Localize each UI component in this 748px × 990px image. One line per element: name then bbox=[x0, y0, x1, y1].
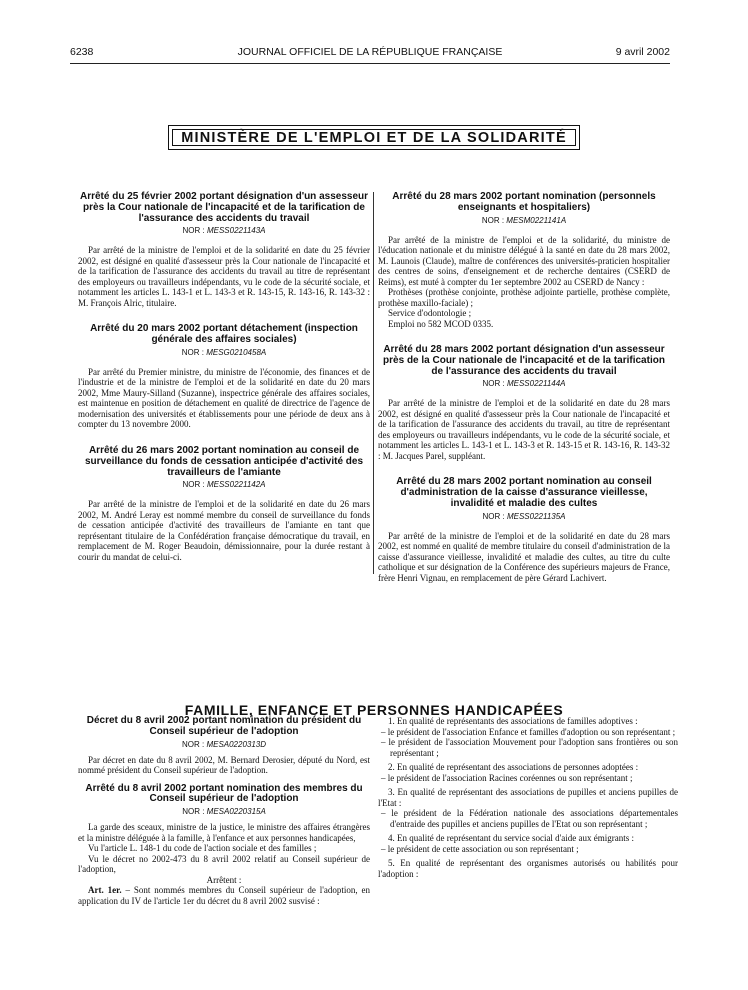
decree-title: Arrêté du 28 mars 2002 portant nomination (personnels enseignants et hospitaliers) bbox=[392, 191, 656, 213]
right-column bbox=[378, 192, 670, 582]
list-item: – le président de l'association Racines coréennes ou son représentant ; bbox=[381, 772, 633, 783]
left-column bbox=[78, 192, 370, 582]
nor-reference: NOR : MESS0221142A bbox=[182, 480, 266, 490]
page-header bbox=[70, 46, 670, 60]
decree-block bbox=[78, 784, 370, 907]
family-left-column bbox=[78, 716, 370, 956]
family-right-column bbox=[378, 716, 678, 956]
decree-title: Arrêté du 8 avril 2002 portant nomination des membres du Conseil supérieur de l'adoption bbox=[85, 782, 363, 805]
nor-reference: NOR : MESS0221135A bbox=[482, 511, 566, 521]
list-item: – le président de cette association ou son représentant ; bbox=[381, 843, 579, 854]
ministry-title: MINISTÈRE DE L'EMPLOI ET DE LA SOLIDARITÉ bbox=[172, 129, 576, 146]
ministry-title-box bbox=[168, 125, 580, 150]
nor-reference: NOR : MESG0210458A bbox=[181, 347, 267, 357]
nor-reference: NOR : MESS0221143A bbox=[182, 226, 266, 236]
decree-title: Décret du 8 avril 2002 portant nomination du président du Conseil supérieur de l'adoption bbox=[86, 715, 362, 737]
decree-paragraph: Par arrêté du Premier ministre, du ministre de l'économie, des finances et de l'industrie et de la ministre de l'emploi et de la solidarité en date du 20 mars 2002, Mme Maury-Silland (Suzanne), inspectrice générale des affaires sociales, est maintenue en position de détachement en qualité de directrice de l'agence de modernisation des universités et établissements pour une période de deux ans à compter du 13 novembre 2000. bbox=[78, 366, 370, 430]
nor-reference: NOR : MESM0221141A bbox=[481, 215, 567, 225]
decree-title: Arrêté du 25 février 2002 portant désignation d'un assesseur près la Cour nationale de l'incapacité et de la tarification de l'assurance des accidents du travail bbox=[79, 191, 369, 224]
section-title: FAMILLE, ENFANCE ET PERSONNES HANDICAPÉES bbox=[184, 702, 564, 718]
decree-paragraph: Prothèses (prothèse conjointe, prothèse adjointe partielle, prothèse complète, prothèse maxillo-faciale) ; bbox=[378, 287, 670, 308]
decree-paragraph: Par arrêté de la ministre de l'emploi et de la solidarité en date du 28 mars 2002, est nommé en qualité de membre titulaire du conseil d'administration de la caisse d'assurance vieillesse, invalidité et maladie des cultes, au titre du culte catholique et sur désignation de la Conférence des supérieurs majeurs de France, frère Henri Vignau, en remplacement de père Gérard Lachivert. bbox=[378, 530, 670, 583]
decree-block bbox=[78, 192, 370, 308]
decree-paragraph: Vu le décret no 2002-473 du 8 avril 2002 relatif au Conseil supérieur de l'adoption, bbox=[78, 853, 370, 875]
decree-title: Arrêté du 20 mars 2002 portant détachement (inspection générale des affaires sociales) bbox=[90, 323, 358, 346]
list-item: – le président de l'association Enfance et familles d'adoption ou son représentant ; bbox=[381, 726, 676, 737]
decree-title: Arrêté du 26 mars 2002 portant nomination au conseil de surveillance du fonds de cessation anticipée d'activité des travailleurs de l'amiante bbox=[84, 444, 364, 478]
decree-paragraph: La garde des sceaux, ministre de la justice, le ministre des affaires étrangères et la ministre déléguée à la famille, à l'enfance et aux personnes handicapées, bbox=[78, 822, 370, 843]
list-item: – le président de l'association Mouvement pour l'adoption sans frontières ou son représentant ; bbox=[381, 737, 678, 758]
decree-block bbox=[378, 345, 670, 461]
decree-paragraph: Par arrêté de la ministre de l'emploi et de la solidarité, du ministre de l'éducation nationale et du ministre délégué à la santé en date du 28 mars 2002, M. Launois (Claude), maître de conférences des universités-praticien hospitalier des centres de soins, d'enseignement et de recherche dentaires (CSERD de Reims), est muté à compter du 1er septembre 2002 au CSERD de Nancy : bbox=[378, 234, 670, 287]
column-divider bbox=[373, 192, 374, 574]
article-label: Art. 1er. bbox=[88, 885, 122, 896]
decree-paragraph: Par arrêté de la ministre de l'emploi et de la solidarité en date du 26 mars 2002, M. André Leray est nommé membre du conseil de surveillance du fonds de cessation anticipée d'activité des travailleurs de l'amiante en tant que représentant titulaire de la Confédération française démocratique du travail, en remplacement de M. Roger Beaudoin, démissionnaire, pour la durée restant à courir du mandat de celui-ci. bbox=[78, 499, 370, 562]
issue-date: 9 avril 2002 bbox=[615, 46, 670, 58]
list-paragraph: 4. En qualité de représentant du service social d'aide aux émigrants : bbox=[388, 833, 635, 843]
journal-title: JOURNAL OFFICIEL DE LA RÉPUBLIQUE FRANÇAISE bbox=[237, 46, 503, 58]
decree-paragraph: Par arrêté de la ministre de l'emploi et de la solidarité en date du 25 février 2002, est désigné en qualité d'assesseur près la Cour nationale de l'incapacité et de la tarification de l'assurance des accidents du travail au titre de représentant des employeurs ou travailleurs indépendants, vu le code de la sécurité sociale, et notamment les articles L. 143-1 et L. 143-3 et R. 143-15, R. 143-16, R. 143-32 : M. François Alric, titulaire. bbox=[78, 245, 370, 308]
decree-paragraph: Service d'odontologie ; bbox=[388, 308, 472, 319]
page-number: 6238 bbox=[70, 46, 94, 58]
list-paragraph: 5. En qualité de représentant des organismes autorisés ou habilités pour l'adoption : bbox=[378, 858, 678, 879]
list-paragraph: 3. En qualité de représentant des associations de pupilles et anciens pupilles de l'Etat : bbox=[378, 787, 678, 808]
nor-reference: NOR : MESA0220313D bbox=[181, 739, 267, 749]
list-paragraph: 2. En qualité de représentant des associations de personnes adoptées : bbox=[388, 762, 639, 772]
decree-paragraph: Vu l'article L. 148-1 du code de l'action sociale et des familles ; bbox=[88, 843, 317, 854]
decree-block bbox=[78, 716, 370, 776]
decree-block bbox=[78, 324, 370, 430]
nor-reference: NOR : MESS0221144A bbox=[482, 379, 566, 389]
list-item: – le président de la Fédération nationale des associations départementales d'entraide des pupilles et anciens pupilles de l'Etat ou son représentant ; bbox=[381, 808, 678, 829]
header-rule bbox=[70, 63, 670, 64]
decree-title: Arrêté du 28 mars 2002 portant nomination au conseil d'administration de la caisse d'assurance vieillesse, invalidité et maladie des cultes bbox=[396, 476, 652, 510]
decree-block bbox=[378, 477, 670, 583]
decree-title: Arrêté du 28 mars 2002 portant désignation d'un assesseur près de la Cour nationale de l'incapacité et de la tarification de l'assurance des accidents du travail bbox=[383, 344, 665, 377]
article-paragraph: Art. 1er. – Sont nommés membres du Conseil supérieur de l'adoption, en application du IV de l'article 1er du décret du 8 avril 2002 susvisé : bbox=[78, 885, 371, 906]
decree-paragraph: Par arrêté de la ministre de l'emploi et de la solidarité en date du 28 mars 2002, est désigné en qualité d'assesseur près la Cour nationale de l'incapacité et de la tarification de l'assurance des accidents du travail, au titre de représentant des employeurs ou travailleurs indépendants, vu le code de la sécurité sociale, et notamment les articles L. 143-1 et L. 143-3 et R. 143-15 et R. 143-16, R. 143-32 : M. Jacques Parel, suppléant. bbox=[378, 398, 670, 461]
nor-reference: NOR : MESA0220315A bbox=[182, 807, 266, 817]
arretent-line: Arrêtent : bbox=[206, 874, 242, 885]
decree-block bbox=[78, 446, 370, 562]
decree-paragraph: Emploi no 582 MCOD 0335. bbox=[388, 318, 494, 329]
decree-block bbox=[378, 192, 670, 329]
decree-paragraph: Par décret en date du 8 avril 2002, M. Bernard Derosier, député du Nord, est nommé président du Conseil supérieur de l'adoption. bbox=[78, 754, 370, 776]
list-paragraph: 1. En qualité de représentants des associations de familles adoptives : bbox=[388, 716, 638, 726]
